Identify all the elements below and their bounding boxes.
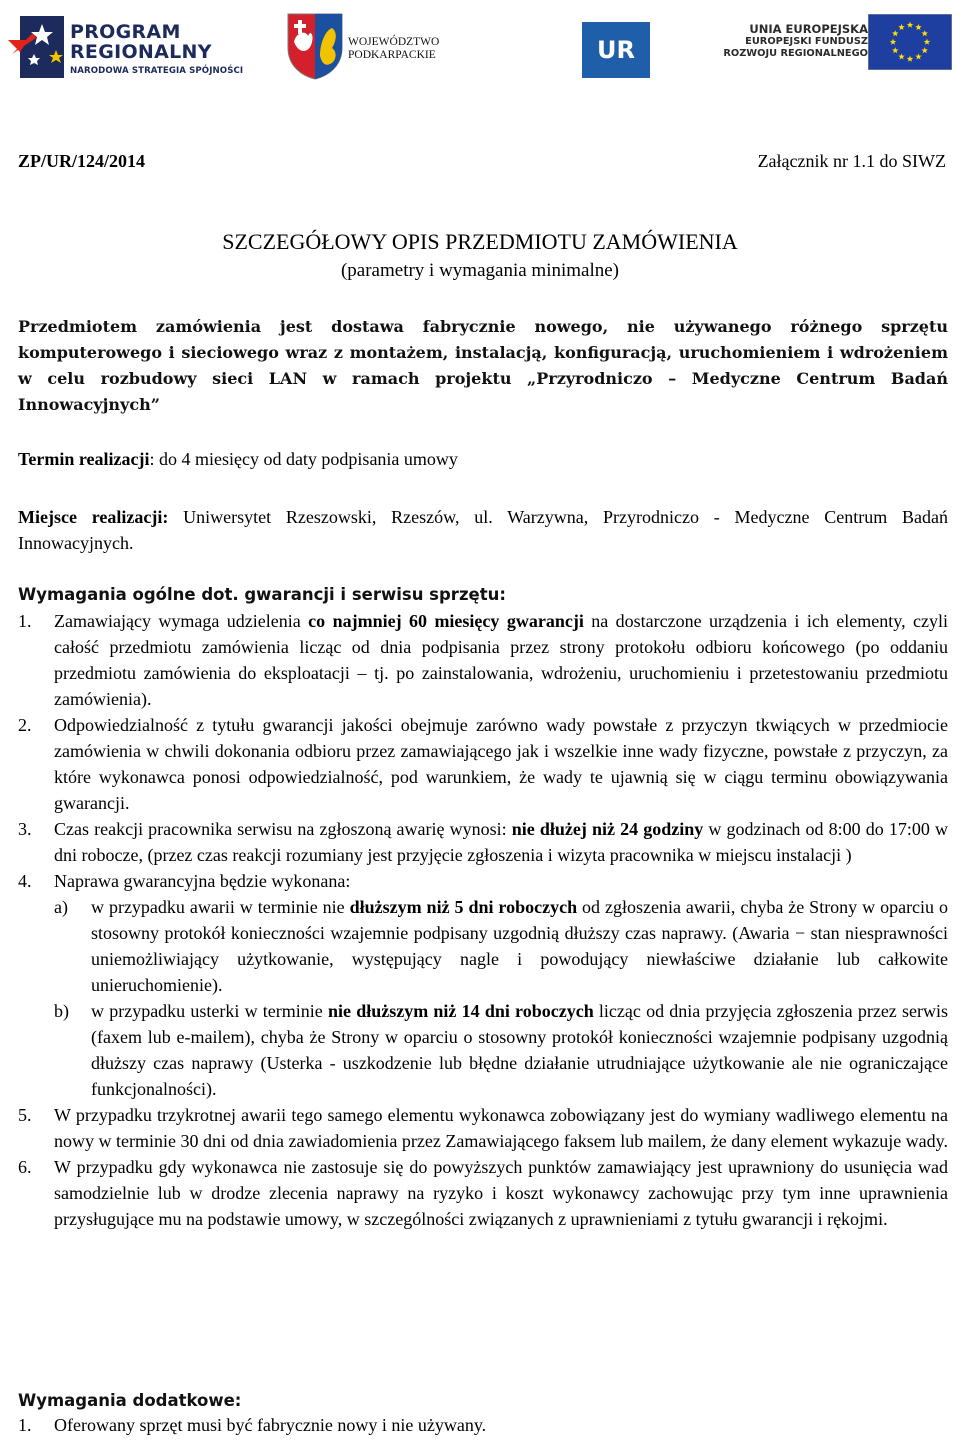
- program-regionalny-emblem-icon: [6, 10, 66, 82]
- program-regionalny-logo: [6, 10, 246, 82]
- list-item: [18, 712, 948, 816]
- document-title: SZCZEGÓŁOWY OPIS PRZEDMIOTU ZAMÓWIENIA: [222, 229, 738, 254]
- program-label: PROGRAM: [70, 21, 181, 43]
- location-label: Miejsce realizacji:: [18, 507, 169, 527]
- sub-item-letter: a): [54, 897, 68, 917]
- item-text: w godzinach od 8:00 do 17:00 w dni robocze, (przez czas reakcji rozumiany jest przyjęcie zgłoszenia i wizyta pracownika w miejscu instalacji ): [54, 819, 949, 865]
- subject-paragraph: Przedmiotem zamówienia jest dostawa fabrycznie nowego, nie używanego różnego sprzętu komputerowego i sieciowego wraz z montażem, instalacją, konfiguracją, uruchomieniem i wdrożeniem w celu rozbudowy sieci LAN w ramach projektu „Przyrodniczo – Medyczne Centrum Badań Innowacyjnych”: [18, 317, 948, 414]
- item-text: w przypadku awarii w terminie nie: [91, 897, 350, 917]
- item-bold-text: dłuższym niż 5 dni roboczych: [349, 897, 578, 917]
- eu-fund-logo: [712, 14, 956, 74]
- item-text: na dostarczone urządzenia i ich elementy, czyli całość przedmiotu zamówienia licząc od dnia podpisania przez strony protokołu odbioru końcowego (po oddaniu przedmiotu zamówienia do eksploatacji – tj. po zainstalowania, wdrożeniu, uruchomieniu i przetestowaniu przedmiotu zamówienia).: [54, 611, 948, 709]
- regionalny-label: REGIONALNY: [70, 41, 212, 63]
- podkarpackie-label: PODKARPACKIE: [348, 49, 436, 61]
- item-number: 1.: [18, 611, 32, 631]
- coat-of-arms-icon: [286, 12, 344, 80]
- list-item: [18, 1102, 948, 1154]
- additional-requirements-list: [18, 1412, 948, 1438]
- list-item: [18, 608, 948, 712]
- deadline-paragraph: [18, 446, 948, 472]
- ur-mark: UR: [597, 36, 635, 64]
- location-paragraph: [18, 504, 948, 556]
- eu-flag-icon: [868, 14, 952, 70]
- ur-university-logo: [582, 22, 650, 78]
- item-bold-text: nie dłuższym niż 14 dni roboczych: [327, 1001, 594, 1021]
- item-text: Odpowiedzialność z tytułu gwarancji jakości obejmuje zarówno wady powstałe z przyczyn tkwiących w przedmiocie zamówienia w chwili dokonania odbioru przez zamawiającego jak i wszelkie inne wady fizyczne, powstałe z przyczyn, za które wykonawca ponosi odpowiedzialność, pod warunkiem, że wady te ujawnią się w ciągu terminu obowiązywania gwarancji.: [54, 715, 948, 813]
- item-text: Zamawiający wymaga udzielenia: [54, 611, 309, 631]
- item-text: Naprawa gwarancyjna będzie wykonana:: [54, 871, 351, 891]
- repair-terms-sublist: [54, 894, 948, 1102]
- item-number: 6.: [18, 1157, 32, 1177]
- item-number: 4.: [18, 871, 32, 891]
- unia-europejska-label: UNIA EUROPEJSKA: [749, 22, 868, 36]
- item-number: 5.: [18, 1105, 32, 1125]
- list-item: [18, 1412, 948, 1438]
- sublist-item: [54, 998, 948, 1102]
- item-text: w przypadku usterki w terminie: [91, 1001, 328, 1021]
- item-text: Oferowany sprzęt musi być fabrycznie nowy i nie używany.: [54, 1415, 487, 1435]
- sub-item-letter: b): [54, 1001, 69, 1021]
- nss-label: NARODOWA STRATEGIA SPÓJNOŚCI: [70, 66, 244, 76]
- section-heading-general: Wymagania ogólne dot. gwarancji i serwisu sprzętu:: [18, 585, 506, 604]
- item-number: 1.: [18, 1415, 32, 1435]
- efrr-line1-label: EUROPEJSKI FUNDUSZ: [745, 36, 868, 47]
- item-text: licząc od dnia przyjęcia zgłoszenia przez serwis (faxem lub e-mailem), chyba że Strony w oparciu o stosowny protokół konieczności wzajemnie podpisany uzgodnią dłuższy czas naprawy (Usterka - uszkodzenie lub błędne działanie utrudniające użytkowanie ale nie ograniczające funkcjonalności).: [91, 1001, 949, 1099]
- wojewodztwo-label: WOJEWÓDZTWO: [348, 36, 440, 48]
- item-bold-text: nie dłużej niż 24 godziny: [511, 819, 704, 839]
- item-text: W przypadku trzykrotnej awarii tego samego elementu wykonawca zobowiązany jest do wymiany wadliwego elementu na nowy w terminie 30 dni od dnia zawiadomienia przez Zamawiającego faksem lub mailem, że dany element wykazuje wady.: [54, 1105, 948, 1151]
- section-heading-additional: Wymagania dodatkowe:: [18, 1391, 242, 1410]
- deadline-text: : do 4 miesięcy od daty podpisania umowy: [149, 449, 458, 469]
- list-item: [18, 1154, 948, 1232]
- item-text: W przypadku gdy wykonawca nie zastosuje się do powyższych punktów zamawiający jest uprawniony do usunięcia wad samodzielnie lub w drodze zlecenia naprawy na ryzyko i koszt wykonawcy zachowując przy tym inne uprawnienia przysługujące mu na podstawie umowy, w szczególności związanych z uprawnieniami z tytułu gwarancji i rękojmi.: [54, 1157, 948, 1229]
- annex-label: Załącznik nr 1.1 do SIWZ: [757, 151, 946, 171]
- list-item: [18, 816, 948, 868]
- deadline-label: Termin realizacji: [18, 449, 150, 469]
- item-number: 3.: [18, 819, 32, 839]
- item-bold-text: co najmniej 60 miesięcy gwarancji: [308, 611, 584, 631]
- efrr-line2-label: ROZWOJU REGIONALNEGO: [723, 48, 868, 59]
- item-number: 2.: [18, 715, 32, 735]
- logo-bar: [0, 0, 960, 90]
- item-text: od zgłoszenia awarii, chyba że Strony w oparciu o stosowny protokół konieczności wzajemnie podpisany uzgodnią dłuższy czas naprawy. (Awaria − stan niesprawności uniemożliwiający użytkowanie, występujący nagle i powodujący niewłaściwe działanie lub całkowite unieruchomienie).: [91, 897, 949, 995]
- location-text: Uniwersytet Rzeszowski, Rzeszów, ul. Warzywna, Przyrodniczo - Medyczne Centrum Badań Innowacyjnych.: [18, 507, 948, 553]
- sublist-item: [54, 894, 948, 998]
- wojewodztwo-podkarpackie-logo: [286, 12, 466, 82]
- item-text: Czas reakcji pracownika serwisu na zgłoszoną awarię wynosi:: [54, 819, 512, 839]
- ur-logo-icon: [582, 22, 650, 78]
- list-item: [18, 868, 948, 1102]
- reference-number: ZP/UR/124/2014: [18, 151, 146, 171]
- document-subtitle: (parametry i wymagania minimalne): [340, 260, 620, 281]
- general-requirements-list: [18, 608, 948, 1232]
